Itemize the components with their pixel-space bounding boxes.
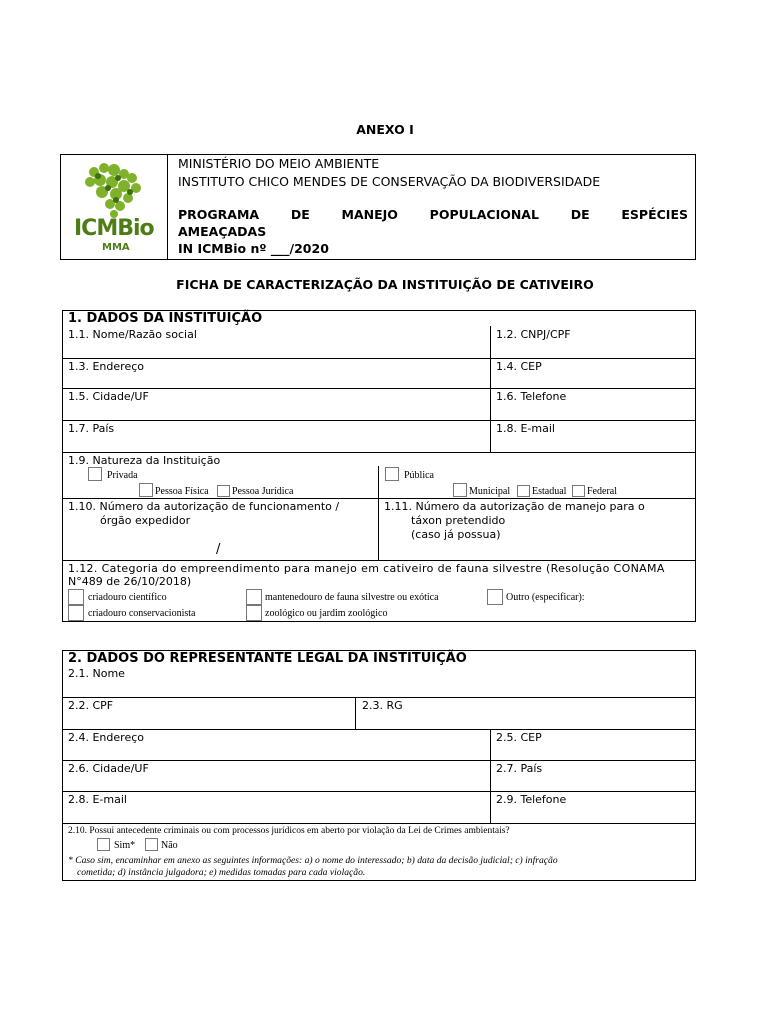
field-1-10-label-2: órgão expedidor	[100, 514, 191, 527]
criadouro-conservacionista-label: criadouro conservacionista	[88, 608, 196, 619]
program-word: MANEJO	[341, 207, 398, 222]
field-1-6-label: 1.6. Telefone	[496, 390, 567, 403]
ministry-name: MINISTÉRIO DO MEIO AMBIENTE	[178, 156, 380, 171]
program-word: DE	[290, 207, 310, 222]
field-2-8-label: 2.8. E-mail	[68, 793, 127, 806]
zoologico-label: zoológico ou jardim zoológico	[265, 608, 388, 619]
program-line-3: IN ICMBio nº ___/2020	[178, 241, 329, 256]
zoologico-checkbox[interactable]	[246, 605, 262, 621]
publica-label: Pública	[404, 470, 434, 481]
estadual-label: Estadual	[532, 486, 567, 497]
note-line-1: * Caso sim, encaminhar em anexo as seguintes informações: a) o nome do interessado; b) data da decisão judicial; c) infração	[68, 855, 558, 866]
field-1-11-label-2: táxon pretendido	[411, 514, 506, 527]
header-divider	[167, 154, 168, 260]
field-2-10-label: 2.10. Possui antecedente criminais ou com processos jurídicos em aberto por violação da Lei de Crimes ambientais?	[68, 826, 510, 836]
field-2-7-label: 2.7. País	[496, 762, 543, 775]
field-1-11-label: 1.11. Número da autorização de manejo para o	[384, 500, 645, 513]
field-1-12-label-2: N°489 de 26/10/2018)	[68, 575, 192, 588]
field-2-2-label: 2.2. CPF	[68, 699, 114, 712]
program-line-1	[178, 207, 688, 222]
criadouro-cientifico-label: criadouro científico	[88, 592, 167, 603]
field-1-4-label: 1.4. CEP	[496, 360, 542, 373]
sim-label: Sim*	[114, 840, 136, 851]
nao-label: Não	[161, 840, 178, 851]
program-word: POPULACIONAL	[429, 207, 539, 222]
field-2-4-label: 2.4. Endereço	[68, 731, 144, 744]
sim-checkbox[interactable]	[97, 838, 110, 851]
outro-label: Outro (especificar):	[506, 592, 585, 603]
pessoa-juridica-label: Pessoa Jurídica	[232, 486, 294, 497]
field-2-6-label: 2.6. Cidade/UF	[68, 762, 149, 775]
field-2-3-label: 2.3. RG	[362, 699, 403, 712]
municipal-checkbox[interactable]	[453, 483, 467, 497]
field-1-2-label: 1.2. CNPJ/CPF	[496, 328, 571, 341]
brazil-map-icon	[72, 160, 160, 220]
field-1-12-label	[68, 562, 688, 575]
annex-title: ANEXO I	[356, 122, 414, 137]
mantenedouro-checkbox[interactable]	[246, 589, 262, 605]
field-2-5-label: 2.5. CEP	[496, 731, 542, 744]
privada-checkbox[interactable]	[88, 467, 102, 481]
field-1-7-label: 1.7. País	[68, 422, 115, 435]
program-word: PROGRAMA	[178, 207, 260, 222]
field-2-1-label: 2.1. Nome	[68, 667, 125, 680]
field-1-5-label: 1.5. Cidade/UF	[68, 390, 149, 403]
municipal-label: Municipal	[469, 486, 511, 497]
field-1-9-label: 1.9. Natureza da Instituição	[68, 454, 221, 467]
program-line-2: AMEAÇADAS	[178, 224, 267, 239]
section2-title: 2. DADOS DO REPRESENTANTE LEGAL DA INSTITUIÇÃO	[68, 651, 467, 666]
institute-name: INSTITUTO CHICO MENDES DE CONSERVAÇÃO DA BIODIVERSIDADE	[178, 174, 601, 189]
federal-label: Federal	[587, 486, 617, 497]
field-1-3-label: 1.3. Endereço	[68, 360, 144, 373]
pessoa-fisica-label: Pessoa Física	[155, 486, 209, 497]
note-line-2: cometida; d) instância julgadora; e) medidas tomadas para cada violação.	[77, 867, 366, 878]
federal-checkbox[interactable]	[572, 485, 585, 497]
logo-subtext: MMA	[102, 242, 130, 253]
program-word: ESPÉCIES	[621, 207, 688, 222]
field-1-1-label: 1.1. Nome/Razão social	[68, 328, 197, 341]
program-word: DE	[570, 207, 590, 222]
privada-label: Privada	[107, 470, 138, 481]
mantenedouro-label: mantenedouro de fauna silvestre ou exótica	[265, 592, 439, 603]
pessoa-juridica-checkbox[interactable]	[217, 485, 230, 497]
publica-checkbox[interactable]	[385, 467, 399, 481]
field-1-8-label: 1.8. E-mail	[496, 422, 555, 435]
icmbio-logo	[72, 160, 160, 256]
field-1-11-label-3: (caso já possua)	[411, 528, 501, 541]
section1-title: 1. DADOS DA INSTITUIÇÃO	[68, 311, 263, 326]
outro-checkbox[interactable]	[487, 589, 503, 605]
field-2-9-label: 2.9. Telefone	[496, 793, 567, 806]
nao-checkbox[interactable]	[145, 838, 158, 851]
authorization-slash: /	[216, 542, 221, 557]
estadual-checkbox[interactable]	[517, 485, 530, 497]
logo-text: ICMBio	[74, 216, 154, 241]
form-title: FICHA DE CARACTERIZAÇÃO DA INSTITUIÇÃO DE CATIVEIRO	[176, 277, 594, 292]
criadouro-cientifico-checkbox[interactable]	[68, 589, 84, 605]
criadouro-conservacionista-checkbox[interactable]	[68, 605, 84, 621]
field-1-10-label: 1.10. Número da autorização de funcionamento /	[68, 500, 340, 513]
field-1-12-text: 1.12. Categoria do empreendimento para manejo em cativeiro de fauna silvestre (Resolução CONAMA	[68, 562, 665, 575]
pessoa-fisica-checkbox[interactable]	[139, 483, 153, 497]
